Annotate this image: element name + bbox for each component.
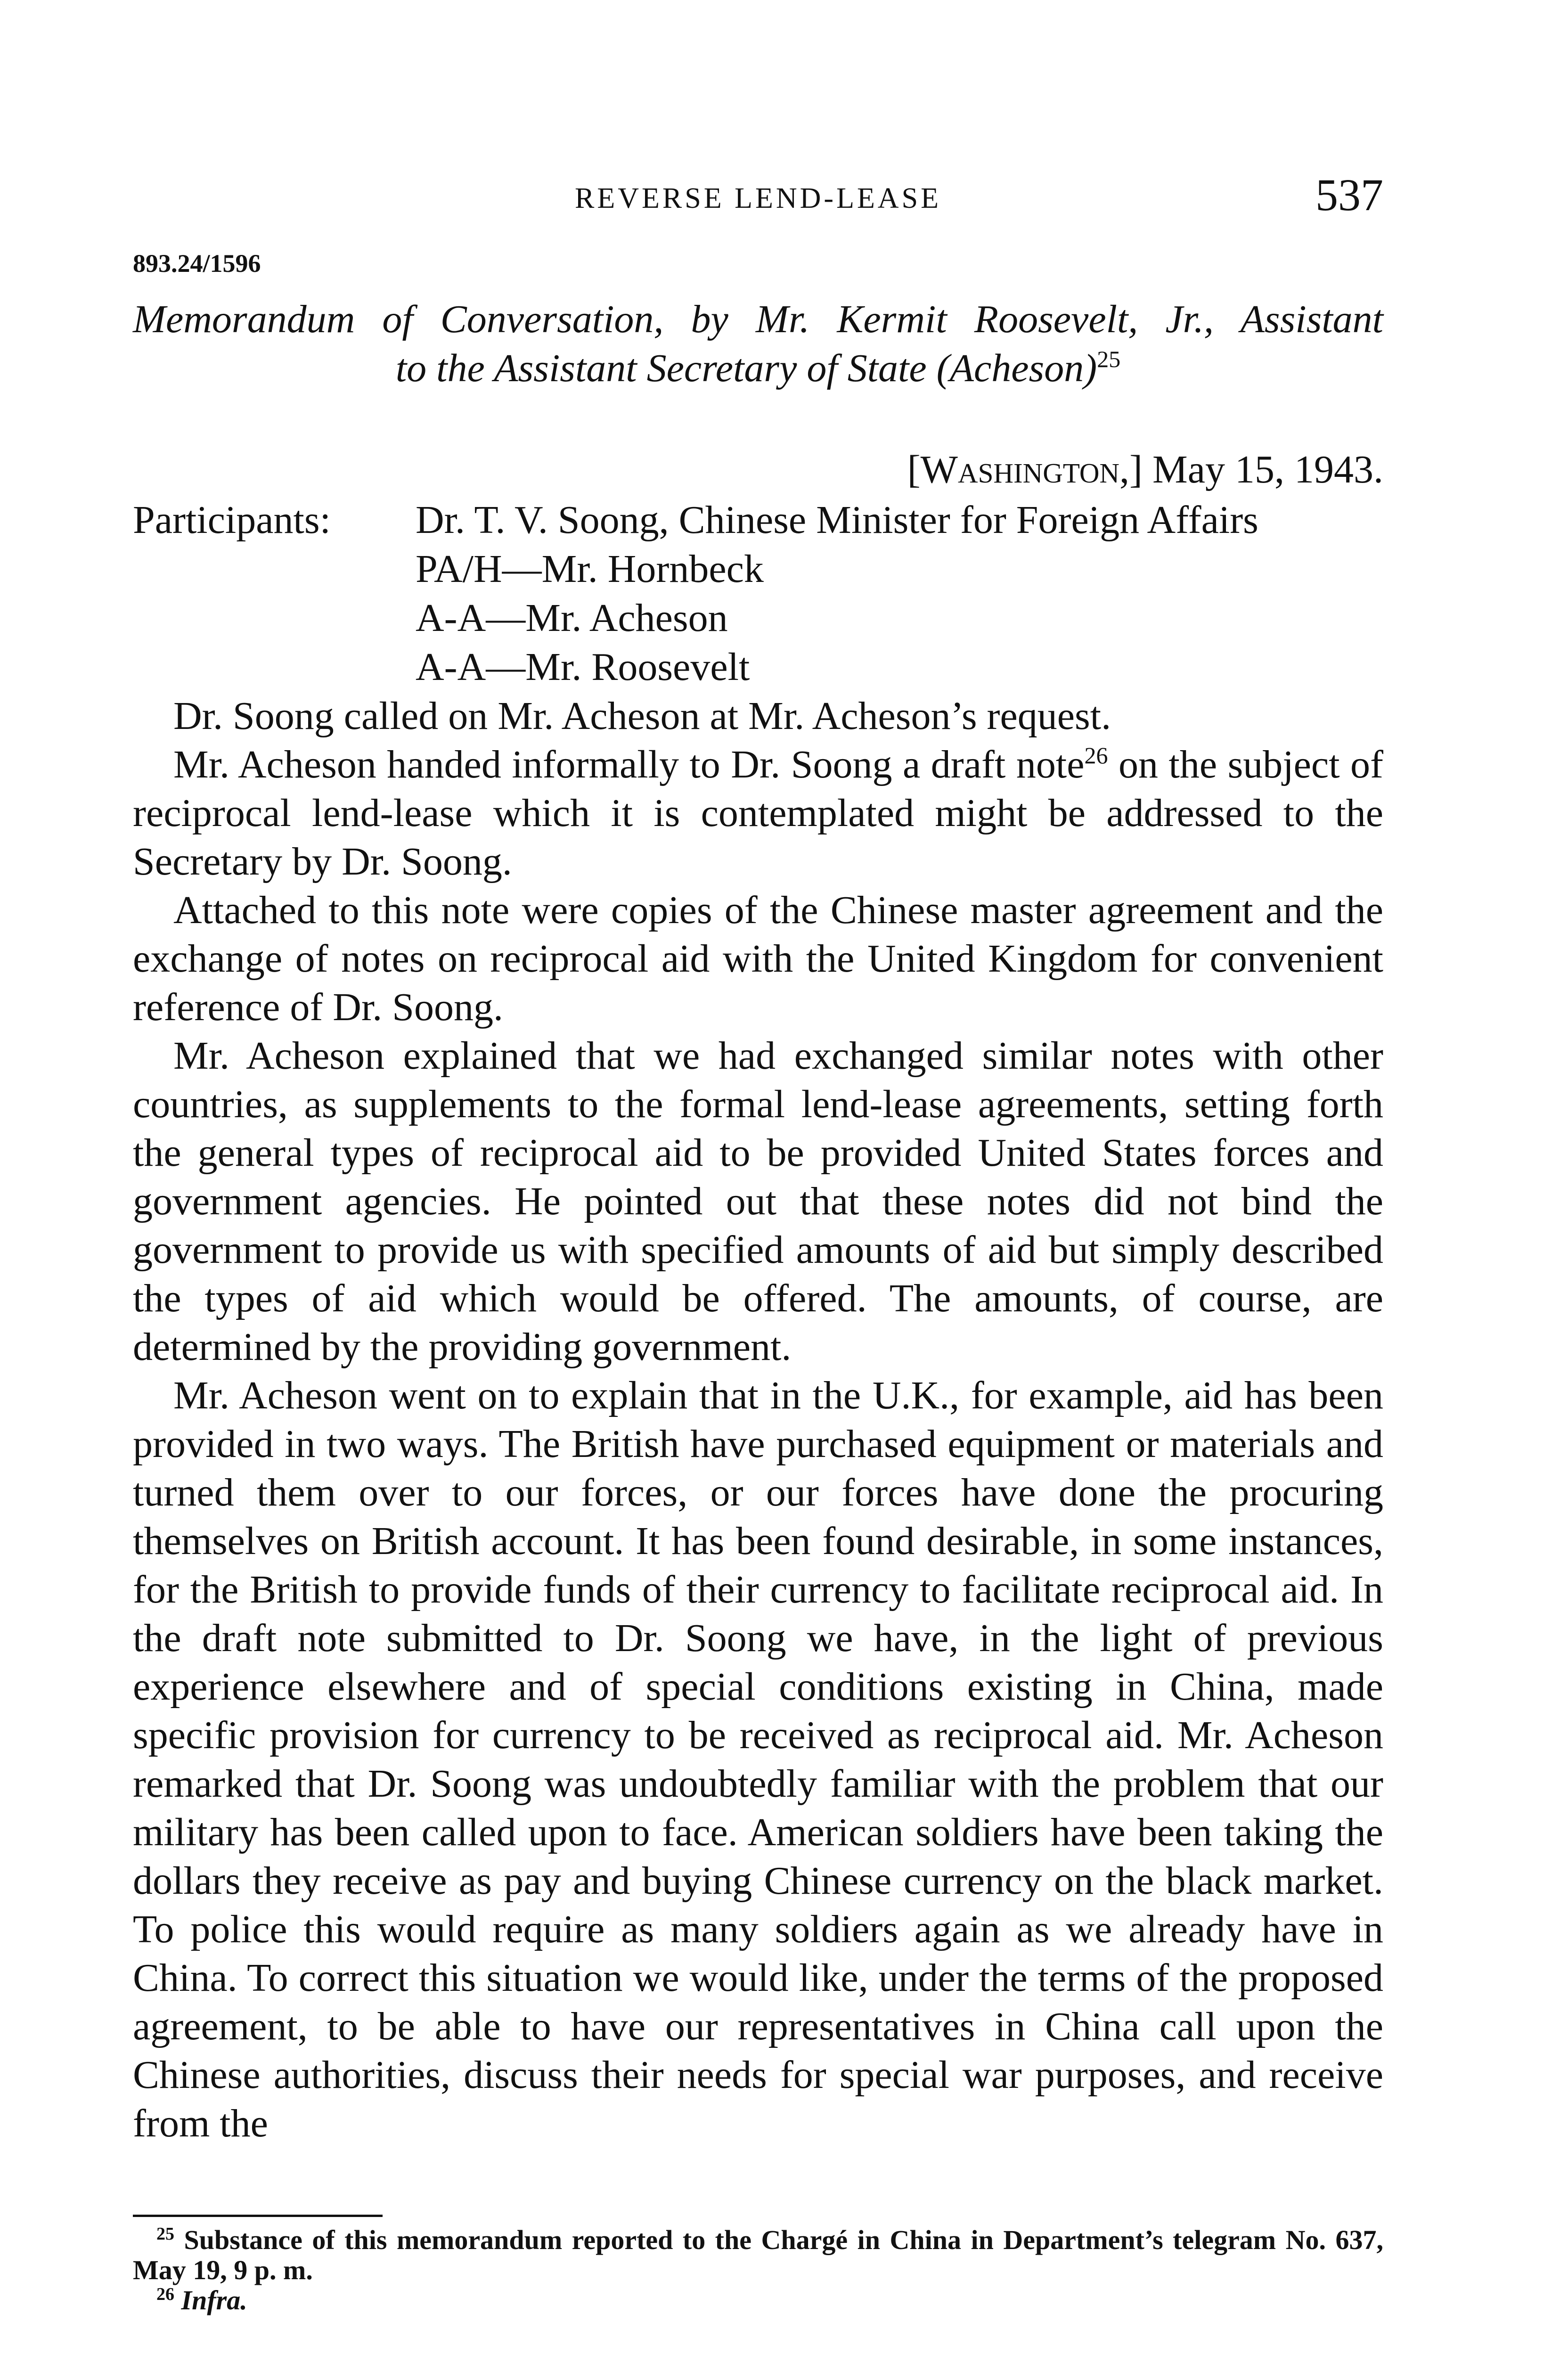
title-line-2 <box>133 344 1383 393</box>
participant-hornbeck: PA/H—Mr. Hornbeck <box>416 547 764 591</box>
dateline-place: [Washington,] <box>907 448 1143 491</box>
document-page <box>133 0 1383 2356</box>
page-number: 537 <box>1315 170 1383 220</box>
footnote-26 <box>133 2285 1383 2315</box>
footnote-25-text: Substance of this memorandum reported to the Chargé in China in Department’s telegram No. 637, May 19, 9 p. m. <box>133 2225 1383 2285</box>
participants-label: Participants: <box>133 498 331 542</box>
paragraph-4: Mr. Acheson explained that we had exchanged similar notes with other countries, as supplements to the formal lend-lease agreements, setting forth the general types of reciprocal aid to be provided United States forces and government agencies. He pointed out that these notes did not bind the government to provide us with specified amounts of aid but simply described the types of aid which would be offered. The amounts, of course, are determined by the providing government. <box>133 1034 1383 1369</box>
paragraph-2-end: on the subject of reciprocal lend-lease which it is contemplated might be addressed to the Secretary by Dr. Soong. <box>133 743 1384 884</box>
dateline <box>907 447 1383 492</box>
footnote-26-text: Infra. <box>174 2285 247 2315</box>
footnotes <box>133 2225 1383 2315</box>
participant-soong: Dr. T. V. Soong, Chinese Minister for Foreign Affairs <box>416 498 1258 542</box>
paragraph-3: Attached to this note were copies of the Chinese master agreement and the exchange of notes on reciprocal aid with the United Kingdom for convenient reference of Dr. Soong. <box>133 888 1383 1029</box>
participants-list <box>416 496 1383 692</box>
footnote-26-mark: 26 <box>156 2284 174 2304</box>
dateline-date: May 15, 1943. <box>1152 448 1383 491</box>
participant-acheson: A-A—Mr. Acheson <box>416 596 728 640</box>
body-text <box>133 692 1383 2148</box>
title-line-2-text: to the Assistant Secretary of State (Acheson) <box>395 346 1097 390</box>
paragraph-5: Mr. Acheson went on to explain that in the U.K., for example, aid has been provided in two ways. The British have purchased equipment or materials and turned them over to our forces, or our forces have done the procuring themselves on British account. It has been found desirable, in some instances, for the British to provide funds of their currency to facilitate reciprocal aid. In the draft note submitted to Dr. Soong we have, in the light of previous experience elsewhere and of special conditions existing in China, made specific provision for currency to be received as reciprocal aid. Mr. Acheson remarked that Dr. Soong was undoubtedly familiar with the problem that our military has been called upon to face. American soldiers have been taking the dollars they receive as pay and buying Chinese currency on the black market. To police this would require as many soldiers again as we already have in China. To correct this situation we would like, under the terms of the proposed agreement, to be able to have our representatives in China call upon the Chinese authorities, discuss their needs for special war purposes, and receive from the <box>133 1374 1383 2145</box>
paragraph-1: Dr. Soong called on Mr. Acheson at Mr. Acheson’s request. <box>173 694 1111 738</box>
title-footnote-ref: 25 <box>1097 346 1121 372</box>
footnote-25-mark: 25 <box>156 2224 174 2244</box>
paragraph-2-start: Mr. Acheson handed informally to Dr. Soong a draft note <box>173 743 1085 786</box>
running-head <box>133 170 1383 227</box>
document-title <box>133 295 1383 393</box>
file-number: 893.24/1596 <box>133 249 261 278</box>
footnote-divider <box>133 2215 383 2217</box>
title-line-1: Memorandum of Conversation, by Mr. Kermit Roosevelt, Jr., Assistant <box>133 297 1383 341</box>
participant-roosevelt: A-A—Mr. Roosevelt <box>416 645 750 689</box>
footnote-ref-26: 26 <box>1084 742 1108 769</box>
running-title: REVERSE LEND-LEASE <box>575 182 941 214</box>
footnote-25 <box>133 2225 1383 2285</box>
paragraph-2 <box>133 740 1383 886</box>
